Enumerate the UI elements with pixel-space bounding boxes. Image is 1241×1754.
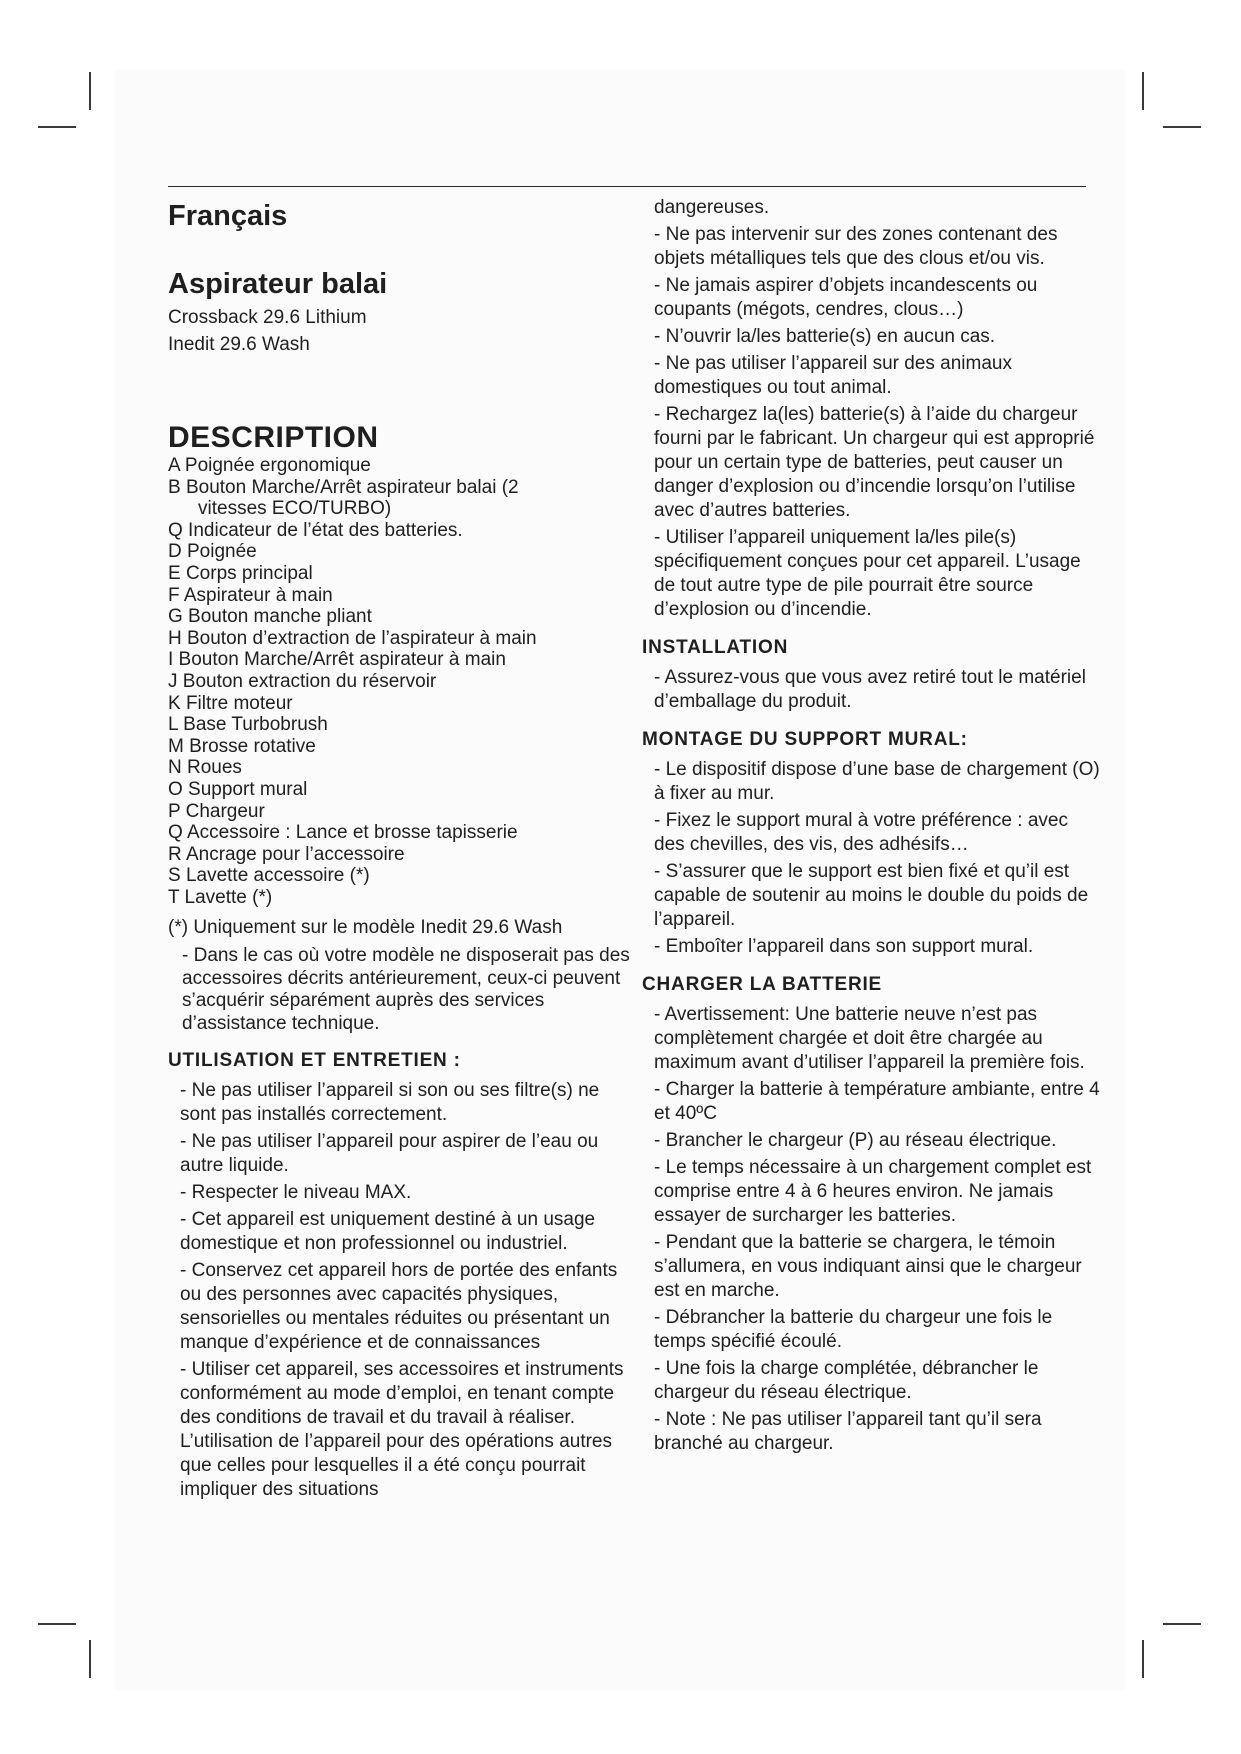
parts-list — [168, 455, 638, 908]
list-item: - Ne pas utiliser l’appareil sur des animaux domestiques ou tout animal. — [654, 353, 1012, 398]
model-name: Inedit 29.6 Wash — [168, 334, 310, 355]
installation-list — [642, 666, 1102, 714]
list-item: - Pendant que la batterie se chargera, le témoin s’allumera, en vous indiquant ainsi que le chargeur est en marche. — [654, 1232, 1082, 1301]
crop-mark-top-left-v — [89, 72, 91, 110]
list-item: - Respecter le niveau MAX. — [180, 1182, 412, 1204]
footnote: (*) Uniquement sur le modèle Inedit 29.6 Wash — [168, 917, 563, 939]
list-item: - Fixez le support mural à votre préférence : avec des chevilles, des vis, des adhésifs… — [654, 810, 1068, 855]
part-item: J Bouton extraction du réservoir — [168, 670, 437, 692]
part-item: G Bouton manche pliant — [168, 606, 372, 628]
crop-mark-bottom-right-h — [1163, 1623, 1201, 1625]
part-item: H Bouton d’extraction de l’aspirateur à main — [168, 627, 537, 649]
continuation-text: dangereuses. — [654, 197, 770, 218]
list-item: - Avertissement: Une batterie neuve n’est pas complètement chargée et doit être chargée au maximum avant d’utiliser l’appareil la première fois. — [654, 1004, 1085, 1073]
accessories-note: - Dans le cas où votre modèle ne disposerait pas des accessoires décrits antérieurement, ceux-ci peuvent s’acquérir séparément auprès des services d’assistance technique. — [182, 945, 630, 1034]
list-item: - Cet appareil est uniquement destiné à un usage domestique et non professionnel ou industriel. — [180, 1209, 596, 1255]
product-title: Aspirateur balai — [168, 268, 388, 300]
part-item: N Roues — [168, 757, 242, 779]
part-item: E Corps principal — [168, 562, 313, 584]
part-item: R Ancrage pour l’accessoire — [168, 843, 405, 865]
crop-mark-top-right-v — [1142, 72, 1144, 110]
part-item: L Base Turbobrush — [168, 714, 328, 736]
crop-mark-top-right-h — [1163, 126, 1201, 128]
header-rule — [168, 186, 1086, 187]
list-item: - Utiliser l’appareil uniquement la/les pile(s) spécifiquement conçues pour cet appareil. L’usage de tout autre type de pile pourrait être source d’explosion ou d’incendie. — [654, 527, 1081, 620]
language-heading: Français — [168, 200, 288, 232]
charger-list — [642, 1003, 1102, 1456]
crop-mark-bottom-right-v — [1142, 1640, 1144, 1678]
section-heading-installation: INSTALLATION — [642, 637, 789, 658]
list-item: - Rechargez la(les) batterie(s) à l’aide du chargeur fourni par le fabricant. Un chargeur qui est approprié pour un certain type de batteries, peut causer un danger d’explosion ou d’incendie lorsqu’on l’utilise avec d’autres batteries. — [654, 404, 1095, 521]
list-item: - Ne jamais aspirer d’objets incandescents ou coupants (mégots, cendres, clous…) — [654, 275, 1038, 320]
utilisation-list-continued — [642, 223, 1102, 622]
section-heading-utilisation: UTILISATION ET ENTRETIEN : — [168, 1050, 461, 1072]
model-name: Crossback 29.6 Lithium — [168, 307, 367, 328]
crop-mark-top-left-h — [38, 126, 76, 128]
list-item: - Note : Ne pas utiliser l’appareil tant qu’il sera branché au chargeur. — [654, 1409, 1042, 1454]
list-item: - Débrancher la batterie du chargeur une fois le temps spécifié écoulé. — [654, 1307, 1053, 1352]
part-item: M Brosse rotative — [168, 735, 316, 757]
description-title: DESCRIPTION — [168, 421, 379, 454]
left-column — [168, 196, 638, 1505]
crop-mark-bottom-left-h — [38, 1623, 76, 1625]
part-item-continuation: vitesses ECO/TURBO) — [198, 498, 392, 520]
part-item: T Lavette (*) — [168, 886, 273, 908]
part-item: K Filtre moteur — [168, 692, 293, 714]
list-item: - S’assurer que le support est bien fixé et qu’il est capable de soutenir au moins le double du poids de l’appareil. — [654, 861, 1089, 930]
montage-list — [642, 758, 1102, 959]
part-item: Q Indicateur de l’état des batteries. — [168, 519, 463, 541]
part-item: D Poignée — [168, 541, 257, 563]
part-item: I Bouton Marche/Arrêt aspirateur à main — [168, 649, 506, 671]
section-heading-montage: MONTAGE DU SUPPORT MURAL: — [642, 729, 968, 750]
list-item: - Une fois la charge complétée, débrancher le chargeur du réseau électrique. — [654, 1358, 1039, 1403]
part-item: B Bouton Marche/Arrêt aspirateur balai (2 — [168, 476, 519, 498]
list-item: - Utiliser cet appareil, ses accessoires et instruments conformément au mode d’emploi, en tenant compte des conditions de travail et du travail à réaliser. L’utilisation de l’appareil pour des opérations autres que celles pour lesquelles il a été conçu pourrait impliquer des situations — [180, 1359, 624, 1501]
part-item: P Chargeur — [168, 800, 265, 822]
list-item: - Emboîter l’appareil dans son support mural. — [654, 936, 1034, 957]
right-column — [642, 196, 1102, 1459]
part-item: F Aspirateur à main — [168, 584, 333, 606]
part-item: A Poignée ergonomique — [168, 455, 371, 476]
list-item: - Conservez cet appareil hors de portée des enfants ou des personnes avec capacités physiques, sensorielles ou mentales réduites ou présentant un manque d’expérience et de connaissances — [180, 1260, 618, 1354]
crop-mark-bottom-left-v — [89, 1640, 91, 1678]
section-heading-charger: CHARGER LA BATTERIE — [642, 974, 883, 995]
list-item: - Assurez-vous que vous avez retiré tout le matériel d’emballage du produit. — [654, 667, 1086, 712]
part-item: O Support mural — [168, 778, 308, 800]
part-item: S Lavette accessoire (*) — [168, 865, 370, 887]
list-item: - Le temps nécessaire à un chargement complet est comprise entre 4 à 6 heures environ. Ne jamais essayer de surcharger les batteries. — [654, 1157, 1092, 1226]
list-item: - Ne pas intervenir sur des zones contenant des objets métalliques tels que des clous et/ou vis. — [654, 224, 1058, 269]
list-item: - Charger la batterie à température ambiante, entre 4 et 40ºC — [654, 1079, 1100, 1124]
list-item: - Ne pas utiliser l’appareil pour aspirer de l’eau ou autre liquide. — [180, 1131, 599, 1177]
list-item: - Le dispositif dispose d’une base de chargement (O) à fixer au mur. — [654, 759, 1100, 804]
utilisation-list — [168, 1079, 638, 1502]
list-item: - N’ouvrir la/les batterie(s) en aucun cas. — [654, 326, 996, 347]
part-item: Q Accessoire : Lance et brosse tapisserie — [168, 822, 518, 844]
list-item: - Ne pas utiliser l’appareil si son ou ses filtre(s) ne sont pas installés correctement. — [180, 1080, 600, 1126]
list-item: - Brancher le chargeur (P) au réseau électrique. — [654, 1130, 1057, 1151]
